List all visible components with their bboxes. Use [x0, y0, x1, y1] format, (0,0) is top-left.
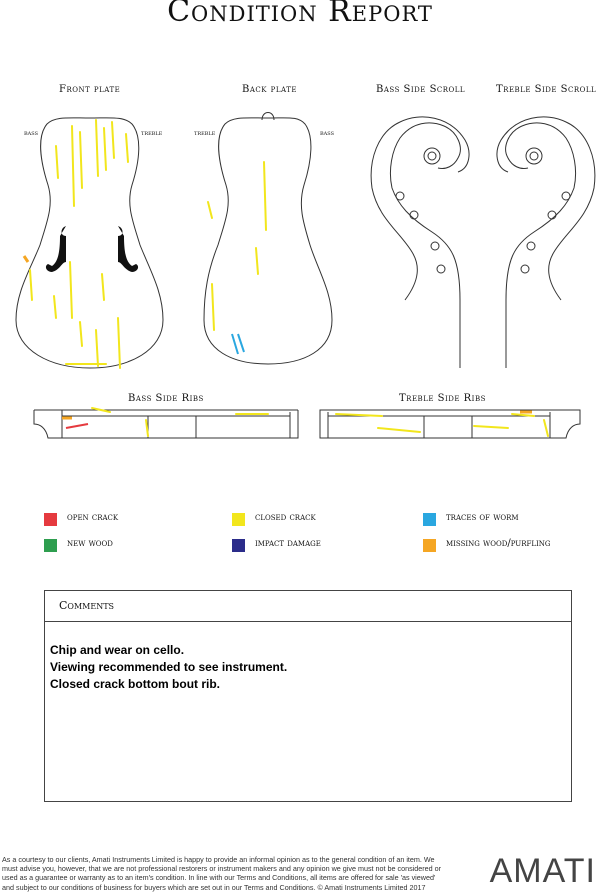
worm-trace-marks: [232, 334, 244, 354]
back-treble-marker: treble: [194, 129, 216, 137]
front-plate-outline: [16, 118, 163, 368]
amati-logo: AMATI: [489, 852, 596, 890]
page-title: Condition Report: [167, 0, 433, 29]
treble-side-scroll-label: Treble Side Scroll: [496, 84, 597, 95]
impact-damage-swatch: [232, 539, 245, 552]
missing-wood-marks: [24, 256, 532, 418]
bass-side-ribs-label: Bass Side Ribs: [128, 393, 204, 404]
bass-side-scroll-label: Bass Side Scroll: [376, 84, 466, 95]
f-holes: [46, 226, 138, 272]
treble-side-ribs-label: Treble Side Ribs: [399, 393, 486, 404]
back-plate-label: Back plate: [242, 84, 297, 95]
front-plate-label: Front plate: [59, 84, 121, 95]
front-bass-marker: bass: [24, 129, 39, 137]
back-button: [262, 113, 274, 121]
closed-crack-swatch: [232, 513, 245, 526]
new-wood-swatch: [44, 539, 57, 552]
back-bass-marker: bass: [320, 129, 335, 137]
comment-line: Viewing recommended to see instrument.: [50, 660, 288, 674]
comments-box: [44, 590, 572, 802]
treble-scroll-drawing: [497, 117, 595, 368]
open-crack-swatch: [44, 513, 57, 526]
missing-wood-swatch: [423, 539, 436, 552]
worm-swatch: [423, 513, 436, 526]
comment-line: Closed crack bottom bout rib.: [50, 677, 221, 691]
disclaimer-text: As a courtesy to our clients, Amati Instruments Limited is happy to provide an informal opinion as to the general condition of an item. We must advise you, however, that we are not professional restorers or instrument makers and any opinion we give must not be considered or used as a guarantee or warranty as to an item's condition. In line with our Terms and Conditions, all items are offered for sale 'as viewed' and subject to our conditions of business for buyers which are set out in our Terms and Conditions. © Amati Instruments Limited 2017: [2, 855, 442, 892]
comments-header: [45, 591, 571, 622]
front-treble-marker: treble: [141, 129, 163, 137]
back-plate-outline: [204, 118, 335, 364]
comments-heading: Comments: [59, 599, 115, 612]
open-crack-mark: [66, 424, 88, 428]
closed-crack-marks: [30, 120, 548, 436]
bass-scroll-drawing: [371, 117, 469, 368]
comment-line: Chip and wear on cello.: [50, 643, 185, 657]
